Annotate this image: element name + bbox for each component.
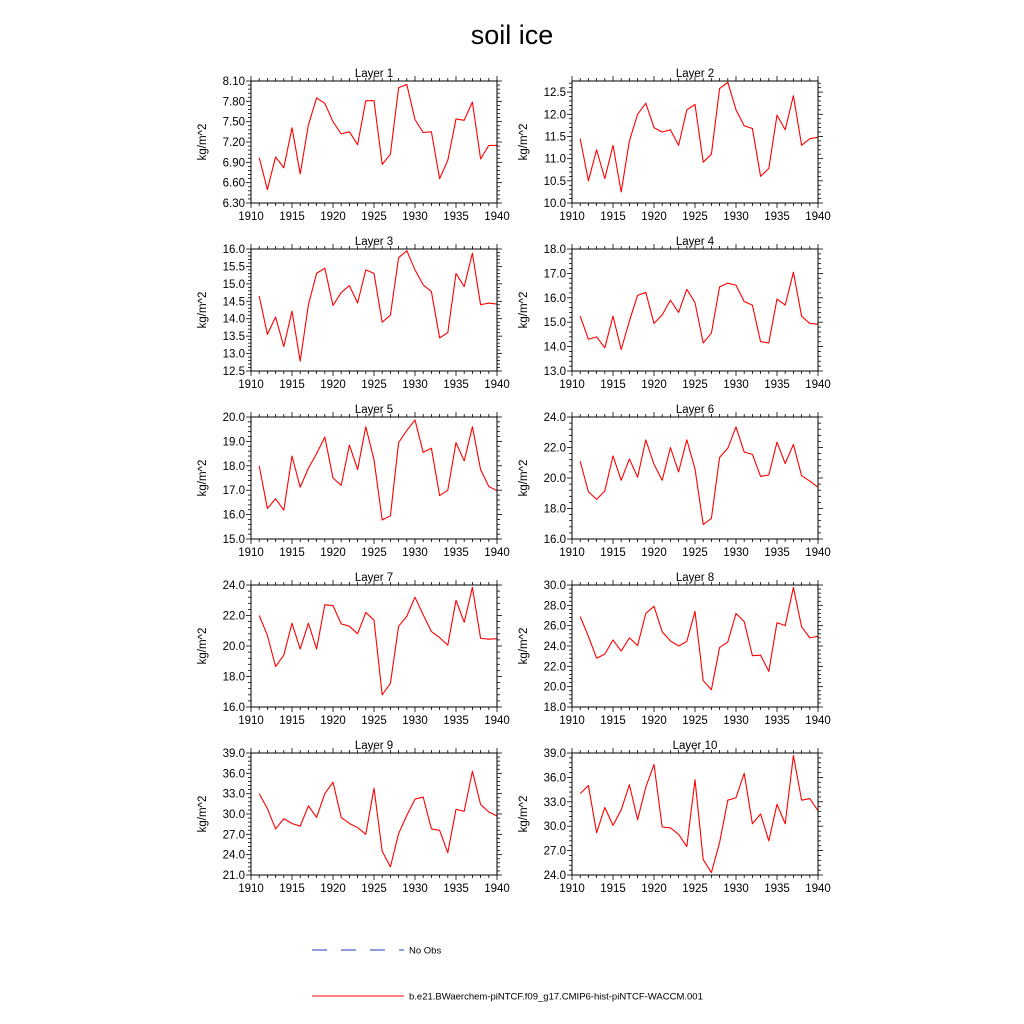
series-line <box>259 84 497 189</box>
x-tick-label: 1935 <box>764 883 790 895</box>
plot-frame <box>251 417 497 539</box>
chart-panel <box>197 68 510 223</box>
y-tick-label: 20.0 <box>222 412 245 424</box>
x-tick-label: 1935 <box>764 211 790 223</box>
y-tick-label: 15.5 <box>222 261 245 274</box>
y-tick-label: 13.5 <box>222 331 245 344</box>
chart-panel <box>518 740 831 895</box>
y-tick-label: 11.0 <box>544 153 566 166</box>
y-tick-label: 14.0 <box>222 313 245 326</box>
x-tick-label: 1915 <box>600 379 626 391</box>
series-line <box>580 588 818 690</box>
y-tick-label: 28.0 <box>543 600 566 613</box>
x-tick-label: 1925 <box>361 211 387 223</box>
x-tick-label: 1920 <box>320 547 346 559</box>
panel-title: Layer 3 <box>354 236 394 248</box>
y-axis-label: kg/m^2 <box>518 459 530 497</box>
y-tick-label: 6.30 <box>222 198 245 210</box>
panel-title: Layer 6 <box>675 404 715 416</box>
x-tick-label: 1940 <box>805 211 831 223</box>
legend-obs-label: No Obs <box>409 945 442 957</box>
plot-frame <box>251 753 497 875</box>
x-tick-label: 1940 <box>805 715 831 727</box>
x-tick-label: 1910 <box>238 379 264 391</box>
y-tick-label: 33.0 <box>222 788 245 801</box>
x-tick-label: 1920 <box>641 715 667 727</box>
chart-panel <box>518 572 831 727</box>
y-tick-label: 22.0 <box>543 661 566 674</box>
panel-title: Layer 5 <box>354 404 394 416</box>
legend <box>312 946 703 1003</box>
chart-panel <box>518 236 831 391</box>
chart-panel <box>518 404 831 559</box>
y-tick-label: 36.0 <box>222 768 245 781</box>
y-axis-label: kg/m^2 <box>518 123 530 161</box>
x-tick-label: 1925 <box>682 379 708 391</box>
x-tick-label: 1910 <box>559 547 585 559</box>
y-tick-label: 16.0 <box>543 292 566 305</box>
y-tick-label: 12.0 <box>543 109 566 122</box>
x-tick-label: 1920 <box>641 379 667 391</box>
x-tick-label: 1930 <box>723 547 749 559</box>
y-tick-label: 15.0 <box>543 317 566 330</box>
x-tick-label: 1930 <box>402 379 428 391</box>
x-tick-label: 1910 <box>559 883 585 895</box>
x-tick-label: 1920 <box>320 883 346 895</box>
x-tick-label: 1930 <box>402 883 428 895</box>
x-tick-label: 1910 <box>559 379 585 391</box>
plot-frame <box>572 417 818 539</box>
plot-frame <box>251 249 497 371</box>
x-tick-label: 1915 <box>600 211 626 223</box>
x-tick-label: 1915 <box>279 211 305 223</box>
y-tick-label: 16.0 <box>543 534 566 546</box>
panel-title: Layer 9 <box>354 740 394 752</box>
x-tick-label: 1915 <box>600 883 626 895</box>
x-tick-label: 1915 <box>600 547 626 559</box>
x-tick-label: 1930 <box>723 379 749 391</box>
x-tick-label: 1940 <box>484 211 510 223</box>
x-tick-label: 1925 <box>682 211 708 223</box>
panel-title: Layer 7 <box>354 572 394 584</box>
x-tick-label: 1925 <box>682 547 708 559</box>
y-tick-label: 16.0 <box>222 509 245 522</box>
y-tick-label: 39.0 <box>222 748 245 760</box>
y-axis-label: kg/m^2 <box>197 123 209 161</box>
series-line <box>580 755 818 872</box>
x-tick-label: 1930 <box>723 211 749 223</box>
x-tick-label: 1910 <box>238 211 264 223</box>
y-axis-label: kg/m^2 <box>518 291 530 329</box>
x-tick-label: 1940 <box>805 883 831 895</box>
chart-grid <box>197 68 831 895</box>
x-tick-label: 1940 <box>484 715 510 727</box>
y-tick-label: 20.0 <box>543 681 566 694</box>
y-tick-label: 27.0 <box>543 845 566 858</box>
y-tick-label: 20.0 <box>543 473 566 485</box>
y-axis-label: kg/m^2 <box>197 627 209 665</box>
y-tick-label: 27.0 <box>222 829 245 842</box>
y-tick-label: 17.0 <box>222 485 245 498</box>
y-tick-label: 13.0 <box>543 366 566 378</box>
y-tick-label: 26.0 <box>543 620 566 633</box>
y-tick-label: 10.5 <box>543 175 566 188</box>
series-line <box>259 587 497 695</box>
x-tick-label: 1940 <box>484 547 510 559</box>
legend-model-label: b.e21.BWaerchem-piNTCF.f09_g17.CMIP6-hist-piNTCF-WACCM.001 <box>409 991 703 1003</box>
x-tick-label: 1935 <box>443 547 469 559</box>
y-tick-label: 36.0 <box>543 772 566 785</box>
y-tick-label: 14.0 <box>543 341 566 354</box>
x-tick-label: 1930 <box>402 715 428 727</box>
series-line <box>580 427 818 525</box>
chart-panel <box>197 236 510 391</box>
x-tick-label: 1910 <box>559 715 585 727</box>
y-axis-label: kg/m^2 <box>197 459 209 497</box>
y-tick-label: 24.0 <box>543 412 566 424</box>
y-tick-label: 12.5 <box>543 87 566 100</box>
y-tick-label: 18.0 <box>543 244 566 256</box>
x-tick-label: 1915 <box>279 883 305 895</box>
series-line <box>259 771 497 867</box>
x-tick-label: 1915 <box>279 547 305 559</box>
panel-title: Layer 4 <box>675 236 715 248</box>
x-tick-label: 1920 <box>320 211 346 223</box>
y-tick-label: 11.5 <box>544 131 566 144</box>
y-tick-label: 22.0 <box>543 442 566 455</box>
x-tick-label: 1920 <box>641 211 667 223</box>
x-tick-label: 1910 <box>238 715 264 727</box>
chart-panel <box>197 404 510 559</box>
x-tick-label: 1925 <box>361 547 387 559</box>
y-tick-label: 13.0 <box>222 348 245 361</box>
y-tick-label: 6.90 <box>222 157 245 170</box>
chart-panel <box>197 572 510 727</box>
panel-title: Layer 1 <box>354 68 394 80</box>
x-tick-label: 1930 <box>723 883 749 895</box>
x-tick-label: 1925 <box>682 883 708 895</box>
panel-title: Layer 2 <box>675 68 715 80</box>
series-line <box>259 251 497 361</box>
y-tick-label: 17.0 <box>543 268 566 281</box>
y-tick-label: 7.20 <box>222 137 245 149</box>
y-axis-label: kg/m^2 <box>518 627 530 665</box>
y-tick-label: 18.0 <box>222 460 245 473</box>
x-tick-label: 1920 <box>320 715 346 727</box>
y-tick-label: 18.0 <box>222 671 245 684</box>
x-tick-label: 1930 <box>723 715 749 727</box>
series-line <box>259 420 497 520</box>
y-axis-label: kg/m^2 <box>197 291 209 329</box>
y-tick-label: 24.0 <box>543 870 566 882</box>
y-tick-label: 7.50 <box>222 116 245 129</box>
x-tick-label: 1925 <box>682 715 708 727</box>
x-tick-label: 1940 <box>805 547 831 559</box>
y-tick-label: 18.0 <box>543 702 566 714</box>
x-tick-label: 1940 <box>805 379 831 391</box>
x-tick-label: 1915 <box>600 715 626 727</box>
y-tick-label: 30.0 <box>543 580 566 592</box>
chart-panel <box>518 68 831 223</box>
chart-panel <box>197 740 510 895</box>
y-tick-label: 12.5 <box>222 366 245 378</box>
x-tick-label: 1935 <box>443 379 469 391</box>
figure-title: soil ice <box>470 20 554 50</box>
y-tick-label: 18.0 <box>543 503 566 516</box>
x-tick-label: 1935 <box>443 883 469 895</box>
x-tick-label: 1935 <box>764 715 790 727</box>
x-tick-label: 1935 <box>764 379 790 391</box>
series-line <box>580 272 818 349</box>
x-tick-label: 1925 <box>361 883 387 895</box>
x-tick-label: 1925 <box>361 379 387 391</box>
panel-title: Layer 8 <box>675 572 715 584</box>
x-tick-label: 1920 <box>641 547 667 559</box>
y-tick-label: 15.0 <box>222 534 245 546</box>
y-tick-label: 39.0 <box>543 748 566 760</box>
y-tick-label: 19.0 <box>222 436 245 449</box>
x-tick-label: 1915 <box>279 715 305 727</box>
x-tick-label: 1910 <box>238 883 264 895</box>
y-axis-label: kg/m^2 <box>518 795 530 833</box>
y-tick-label: 16.0 <box>222 244 245 256</box>
y-tick-label: 24.0 <box>222 849 245 862</box>
series-line <box>580 82 818 192</box>
y-tick-label: 8.10 <box>222 76 245 88</box>
x-tick-label: 1910 <box>559 211 585 223</box>
x-tick-label: 1930 <box>402 211 428 223</box>
x-tick-label: 1935 <box>443 715 469 727</box>
y-tick-label: 24.0 <box>222 580 245 592</box>
x-tick-label: 1925 <box>361 715 387 727</box>
x-tick-label: 1940 <box>484 883 510 895</box>
y-tick-label: 24.0 <box>543 641 566 653</box>
y-tick-label: 33.0 <box>543 796 566 809</box>
y-tick-label: 6.60 <box>222 177 245 190</box>
x-tick-label: 1935 <box>764 547 790 559</box>
y-tick-label: 20.0 <box>222 641 245 653</box>
x-tick-label: 1915 <box>279 379 305 391</box>
y-tick-label: 14.5 <box>222 296 245 309</box>
y-tick-label: 21.0 <box>222 870 245 882</box>
y-tick-label: 15.0 <box>222 278 245 291</box>
plot-frame <box>251 81 497 203</box>
y-axis-label: kg/m^2 <box>197 795 209 833</box>
plot-frame <box>572 249 818 371</box>
y-tick-label: 7.80 <box>222 96 245 109</box>
y-tick-label: 30.0 <box>543 821 566 834</box>
x-tick-label: 1910 <box>238 547 264 559</box>
x-tick-label: 1920 <box>641 883 667 895</box>
y-tick-label: 30.0 <box>222 809 245 821</box>
y-tick-label: 22.0 <box>222 610 245 623</box>
x-tick-label: 1920 <box>320 379 346 391</box>
panel-title: Layer 10 <box>672 740 718 752</box>
y-tick-label: 16.0 <box>222 702 245 714</box>
x-tick-label: 1935 <box>443 211 469 223</box>
plot-frame <box>572 81 818 203</box>
plot-frame <box>251 585 497 707</box>
y-tick-label: 10.0 <box>543 198 566 210</box>
x-tick-label: 1930 <box>402 547 428 559</box>
x-tick-label: 1940 <box>484 379 510 391</box>
